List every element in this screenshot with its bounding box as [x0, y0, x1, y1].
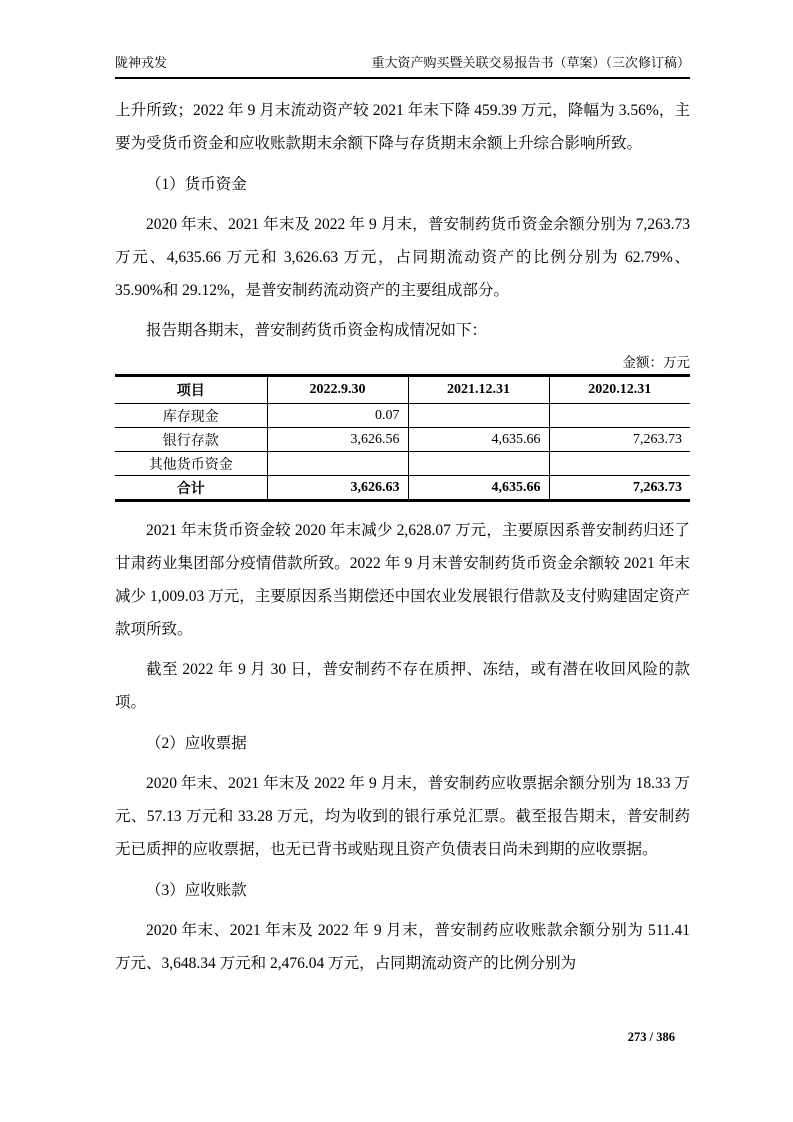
paragraph-no-pledge: 截至 2022 年 9 月 30 日，普安制药不存在质押、冻结，或有潜在收回风险的款项。: [115, 661, 690, 711]
section-heading-accounts-receivable: （3）应收账款: [146, 882, 247, 899]
paragraph-monetary-funds-balances: 2020 年末、2021 年末及 2022 年 9 月末，普安制药货币资金余额分别为 7,263.73 万元、4,635.66 万元和 3,626.63 万元，占同期流动资产的比例分别为 62.79%、35.90%和 29.12%，是普安制药流动资产的主要组成部分。: [115, 216, 690, 299]
row-label: 银行存款: [115, 428, 267, 452]
cell-value: [549, 452, 690, 476]
row-label: 合计: [115, 476, 267, 501]
section-heading-notes-receivable: （2）应收票据: [146, 735, 247, 752]
cell-value: 0.07: [267, 404, 408, 428]
table-row-total: [115, 476, 690, 501]
cell-value: [408, 452, 549, 476]
running-header: [115, 0, 690, 79]
table-header-2022: 2022.9.30: [267, 376, 408, 404]
paragraph-monetary-funds-changes: 2021 年末货币资金较 2020 年末减少 2,628.07 万元，主要原因系普安制药归还了甘肃药业集团部分疫情借款所致。2022 年 9 月末普安制药货币资金余额较 2021 年末减少 1,009.03 万元，主要原因系当期偿还中国农业发展银行借款及支付购建固定资产款项所致。: [115, 522, 690, 638]
paragraph-notes-receivable: 2020 年末、2021 年末及 2022 年 9 月末，普安制药应收票据余额分别为 18.33 万元、57.13 万元和 33.28 万元，均为收到的银行承兑汇票。截至报告期末，普安制药无已质押的应收票据，也无已背书或贴现且资产负债表日尚未到期的应收票据。: [115, 775, 690, 858]
cell-value: 3,626.63: [267, 476, 408, 501]
table-header-item: 项目: [176, 384, 205, 399]
cell-value: [267, 452, 408, 476]
monetary-funds-table: [115, 374, 690, 502]
cell-value: [549, 404, 690, 428]
cell-value: 3,626.56: [267, 428, 408, 452]
table-header-2021: 2021.12.31: [408, 376, 549, 404]
paragraph-accounts-receivable: 2020 年末、2021 年末及 2022 年 9 月末，普安制药应收账款余额分别为 511.41 万元、3,648.34 万元和 2,476.04 万元，占同期流动资产的比例分别为: [115, 922, 690, 972]
table-row-cash-on-hand: [115, 404, 690, 428]
table-row-other-monetary-funds: [115, 452, 690, 476]
table-header-2020: 2020.12.31: [549, 376, 690, 404]
row-label: 其他货币资金: [115, 452, 267, 476]
page-content: [115, 0, 690, 987]
cell-value: 4,635.66: [408, 428, 549, 452]
row-label: 库存现金: [115, 404, 267, 428]
cell-value: 7,263.73: [549, 428, 690, 452]
header-document-title: 重大资产购买暨关联交易报告书（草案）（三次修订稿）: [371, 55, 690, 70]
table-header-row: [115, 376, 690, 404]
paragraph-continuation: 上升所致；2022 年 9 月末流动资产较 2021 年末下降 459.39 万元，降幅为 3.56%，主要为受货币资金和应收账款期末余额下降与存货期末余额上升综合影响所致。: [115, 102, 690, 152]
paragraph-table-intro: 报告期各期末，普安制药货币资金构成情况如下：: [146, 322, 488, 339]
table-row-bank-deposits: [115, 428, 690, 452]
header-company-name: 陇神戎发: [115, 55, 168, 70]
cell-value: 4,635.66: [408, 476, 549, 501]
cell-value: [408, 404, 549, 428]
table-unit-label: 金额：万元: [622, 355, 690, 370]
document-body: [115, 94, 690, 980]
page-number: 273 / 386: [627, 1030, 675, 1044]
cell-value: 7,263.73: [549, 476, 690, 501]
section-heading-monetary-funds: （1）货币资金: [146, 176, 247, 193]
